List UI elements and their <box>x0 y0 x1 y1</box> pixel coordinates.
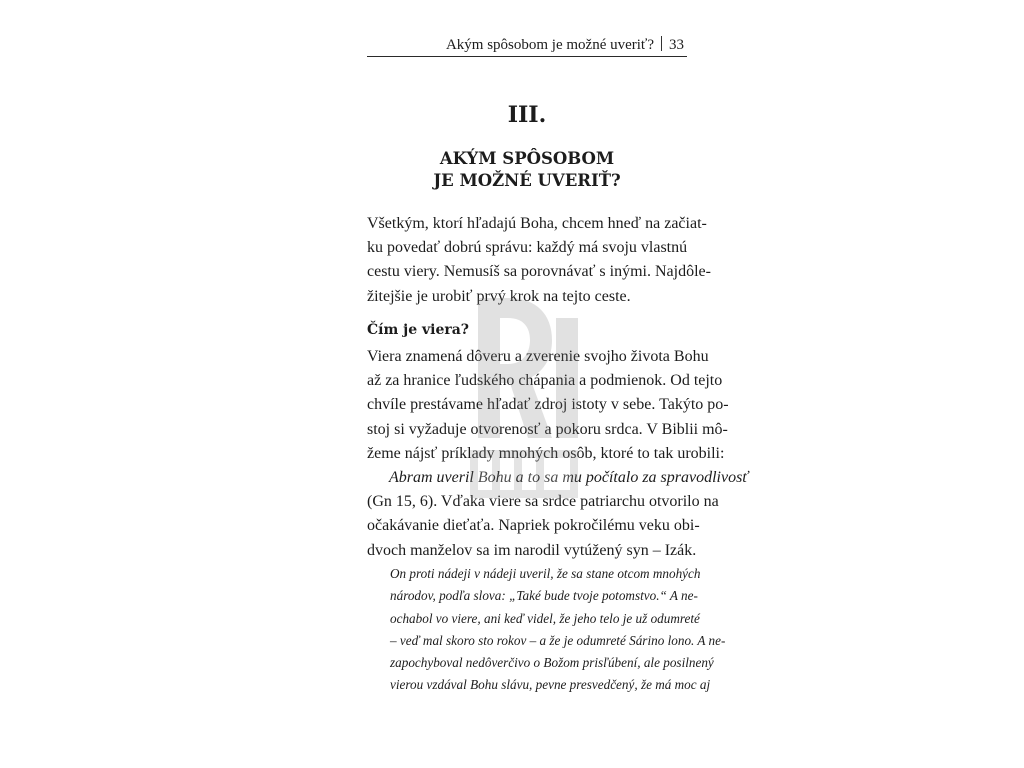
quote-line: národov, podľa slova: „Také bude tvoje potomstvo.“ A ne- <box>390 588 698 604</box>
block-quote <box>390 563 726 697</box>
chapter-title <box>367 148 687 192</box>
page-number: 33 <box>669 37 684 53</box>
text-line: až za hranice ľudského chápania a podmienok. Od tejto <box>367 372 723 390</box>
quote-line: vierou vzdával Bohu slávu, pevne presvedčený, že má moc aj <box>390 677 711 693</box>
intro-paragraph <box>367 212 711 309</box>
text-line: (Gn 15, 6). Vďaka viere sa srdce patriarchu otvorilo na <box>367 493 719 511</box>
text-line: Všetkým, ktorí hľadajú Boha, chcem hneď na začiat- <box>367 215 707 232</box>
text-line: žitejšie je urobiť prvý krok na tejto ceste. <box>367 287 631 305</box>
text-line: očakávanie dieťaťa. Napriek pokročilému veku obi- <box>367 517 700 535</box>
quote-line: – veď mal skoro sto rokov – a že je odumreté Sárino lono. A ne- <box>390 632 726 648</box>
quote-line: zapochyboval nedôverčivo o Božom prisľúbení, ale posilnený <box>390 655 714 671</box>
running-header <box>367 34 687 57</box>
quote-line: ochabol vo viere, ani keď videl, že jeho telo je už odumreté <box>390 610 700 626</box>
chapter-title-line-2: JE MOŽNÉ UVERIŤ? <box>433 171 621 190</box>
text-line: cestu viery. Nemusíš sa porovnávať s inými. Najdôle- <box>367 263 711 281</box>
chapter-title-line-1: AKÝM SPÔSOBOM <box>439 149 615 168</box>
section-heading: Čím je viera? <box>367 322 470 338</box>
text-line: dvoch manželov sa im narodil vytúžený syn – Izák. <box>367 541 697 559</box>
text-line: Viera znamená dôveru a zverenie svojho života Bohu <box>367 348 709 365</box>
scripture-citation: Abram uveril Bohu a to sa mu počítalo za spravodlivosť <box>389 469 749 487</box>
text-line: chvíle prestávame hľadať zdroj istoty v sebe. Takýto po- <box>367 396 729 414</box>
text-line: stoj si vyžaduje otvorenosť a pokoru srdca. V Biblii mô- <box>367 420 728 438</box>
header-separator <box>661 36 662 51</box>
quote-line: On proti nádeji v nádeji uveril, že sa stane otcom mnohých <box>390 566 701 581</box>
faith-paragraph <box>367 345 749 563</box>
running-title: Akým spôsobom je možné uveriť? <box>445 37 654 53</box>
chapter-number: III. <box>507 102 547 128</box>
text-line: žeme nájsť príklady mnohých osôb, ktoré to tak urobili: <box>367 444 725 462</box>
text-line: ku povedať dobrú správu: každý má svoju vlastnú <box>367 239 688 257</box>
